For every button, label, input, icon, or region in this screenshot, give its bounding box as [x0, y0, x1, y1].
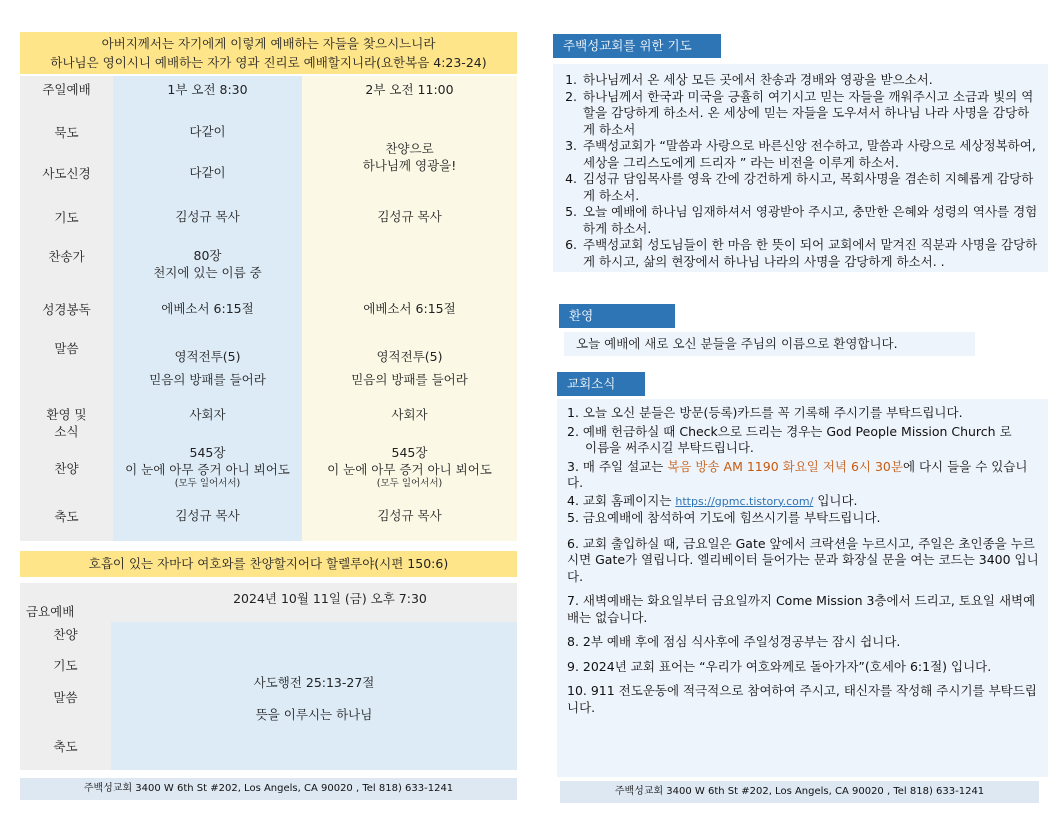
friday-sermon-title: 뜻을 이루시는 하나님: [255, 707, 373, 722]
hymn-s1: [113, 247, 302, 281]
prayer-item: 1. 하나님께서 온 세상 모든 곳에서 찬송과 경배와 영광을 받으소서.: [581, 72, 1038, 89]
news-item-3: [567, 459, 1040, 492]
praise-s2-title: 이 눈에 아무 증거 아니 뵈어도: [327, 462, 492, 477]
news-section-title: 교회소식: [557, 372, 645, 396]
prayer-list: [563, 72, 1038, 270]
top-verse-line2: 하나님은 영이시니 예배하는 자가 영과 진리로 예배할지니라(요한복음 4:23-24): [50, 55, 487, 70]
praise-s1-note: (모두 일어서서): [174, 478, 241, 489]
scripture-s2: 에베소서 6:15절: [363, 301, 456, 316]
service1-header: 1부 오전 8:30: [167, 82, 248, 97]
silent-prayer-s1: 다같이: [189, 124, 226, 139]
welcome-news-label: [20, 406, 113, 440]
hymn-s1-title: 천지에 있는 이름 중: [153, 265, 262, 280]
friday-content-box: [111, 622, 517, 770]
news-item-1: 1. 오늘 오신 분들은 방문(등록)카드를 꼭 기록해 주시기를 부탁드립니다.: [567, 405, 963, 420]
hymn-s1-number: 80장: [193, 248, 222, 263]
top-verse-line1: 아버지께서는 자기에게 이렇게 예배하는 자들을 찾으시느니라: [101, 36, 436, 51]
right-footer-address: 주백성교회 3400 W 6th St #202, Los Angels, CA 90020 , Tel 818) 633-1241: [560, 781, 1039, 803]
praise-s2: [302, 444, 517, 490]
welcome-section-title: 환영: [559, 304, 675, 328]
top-verse-banner: [20, 32, 517, 74]
prayer-label: 기도: [54, 210, 79, 225]
benediction-s1: 김성규 목사: [175, 508, 240, 523]
left-footer-address: 주백성교회 3400 W 6th St #202, Los Angels, CA 90020 , Tel 818) 633-1241: [20, 778, 517, 800]
news-item-8: 8. 2부 예배 후에 점심 식사후에 주일성경공부는 잠시 쉽니다.: [567, 634, 901, 649]
service2-praise: [302, 140, 517, 174]
hymn-label: 찬송가: [48, 249, 85, 264]
homepage-link[interactable]: https://gpmc.tistory.com/: [675, 494, 814, 508]
news-item-10: 10. 911 전도운동에 적극적으로 참여하여 주시고, 태신자를 작성해 주시기를 부탁드립니다.: [567, 683, 1037, 715]
sermon-s2-series: 영적전투(5): [376, 349, 443, 364]
prayer-section-title: 주백성교회를 위한 기도: [553, 34, 721, 58]
scripture-label: 성경봉독: [42, 302, 91, 317]
praise-s2-number: 545장: [391, 445, 428, 460]
news-item-9: 9. 2024년 교회 표어는 “우리가 여호와께로 돌아가자”(호세아 6:1절) 입니다.: [567, 658, 992, 674]
news-item-4: [567, 493, 1040, 511]
sermon-s2-title: 믿음의 방패를 들어라: [351, 372, 468, 387]
praise-s1-number: 545장: [189, 445, 226, 460]
prayer-item: 6. 주백성교회 성도님들이 한 마음 한 뜻이 되어 교회에서 맡겨진 직분과 사명을 감당하게 하시고, 삶의 현장에서 하나님 나라의 사명을 감당하게 하소서. .: [581, 237, 1038, 270]
news-item-5: 5. 금요예배에 참석하여 기도에 힘쓰시기를 부탁드립니다.: [567, 510, 881, 525]
news-item-4-pre: 4. 교회 홈페이지는: [567, 492, 676, 508]
news-item-4-post: 입니다.: [813, 492, 858, 508]
psalm-banner: 호흡이 있는 자마다 여호와를 찬양할지어다 할렐루야(시편 150:6): [20, 551, 517, 577]
praise-label: 찬양: [54, 461, 79, 476]
friday-row-benediction: 축도: [53, 739, 78, 754]
service2-praise-line1: 찬양으로: [385, 141, 434, 156]
benediction-s2: 김성규 목사: [377, 508, 442, 523]
sermon-s1-title: 믿음의 방패를 들어라: [149, 372, 266, 387]
silent-prayer-label: 묵도: [54, 125, 79, 140]
praise-s1-title: 이 눈에 아무 증거 아니 뵈어도: [125, 462, 290, 477]
friday-date: 2024년 10월 11일 (금) 오후 7:30: [233, 591, 427, 606]
news-item-6: 6. 교회 출입하실 때, 금요일은 Gate 앞에서 크락션을 누르시고, 주일은 초인종을 누르시면 Gate가 열립니다. 엘리베이터 들어가는 문과 화장실 문을 여는 코드는 3400 입니다.: [567, 535, 1039, 584]
praise-s1: [113, 444, 302, 490]
prayer-s1: 김성규 목사: [175, 209, 240, 224]
prayer-item: 3. 주백성교회가 “말씀과 사랑으로 바른신앙 전수하고, 말씀과 사랑으로 세상정복하여, 세상을 그리스도에게 드리자 ” 라는 비전을 이루게 하소서.: [581, 138, 1038, 171]
friday-row-praise: 찬양: [53, 627, 78, 642]
prayer-item: 2. 하나님께서 한국과 미국을 긍휼히 여기시고 믿는 자들을 깨워주시고 소금과 빛의 역할을 감당하게 하소서. 온 세상에 믿는 자들을 도우셔서 하나님 나라 사명을 감당하게 하소서: [581, 89, 1038, 139]
news-item-2-cont: 이름을 써주시길 부탁드립니다.: [585, 440, 754, 455]
news-item-7: 7. 새벽예배는 화요일부터 금요일까지 Come Mission 3층에서 드리고, 토요일 새벽예배는 없습니다.: [567, 593, 1036, 625]
creed-label: 사도신경: [42, 166, 91, 181]
sermon-s2: [302, 345, 517, 391]
sermon-s1: [113, 345, 302, 391]
news-item-3-pre: 3. 매 주일 설교는: [567, 458, 668, 474]
sunday-service-label: 주일예배: [42, 82, 91, 97]
friday-passage: 사도행전 25:13-27절: [253, 675, 375, 690]
service2-header: 2부 오전 11:00: [365, 82, 454, 97]
welcome-news-label-line1: 환영 및: [46, 407, 87, 422]
sermon-label: 말씀: [54, 341, 79, 356]
sermon-s1-series: 영적전투(5): [174, 349, 241, 364]
service2-praise-line2: 하나님께 영광을!: [362, 158, 457, 173]
scripture-s1: 에베소서 6:15절: [161, 301, 254, 316]
welcome-section-text: 오늘 예배에 새로 오신 분들을 주님의 이름으로 환영합니다.: [564, 332, 975, 356]
prayer-section-panel: [553, 64, 1048, 272]
benediction-label: 축도: [54, 509, 79, 524]
welcome-news-s2: 사회자: [391, 407, 428, 422]
welcome-news-s1: 사회자: [189, 407, 226, 422]
prayer-item: 4. 김성규 담임목사를 영육 간에 강건하게 하시고, 목회사명을 겸손히 지혜롭게 감당하게 하소서.: [581, 171, 1038, 204]
friday-service-label: 금요예배: [26, 604, 75, 619]
prayer-item: 5. 오늘 예배에 하나님 임재하셔서 영광받아 주시고, 충만한 은혜와 성령의 역사를 경험하게 하소서.: [581, 204, 1038, 237]
prayer-s2: 김성규 목사: [377, 209, 442, 224]
friday-row-prayer: 기도: [53, 658, 78, 673]
sermon-broadcast-highlight: 복음 방송 AM 1190 화요일 저녁 6시 30분: [667, 458, 903, 474]
news-section-panel: [557, 399, 1048, 777]
friday-row-sermon: 말씀: [53, 690, 78, 705]
praise-s2-note: (모두 일어서서): [376, 478, 443, 489]
news-item-2: 2. 예배 헌금하실 때 Check으로 드리는 경우는 God People Mission Church 로: [567, 423, 1012, 439]
news-item-3-post: 에 다시 들을 수 있습니다.: [567, 458, 1028, 490]
welcome-news-label-line2: 소식: [54, 424, 79, 439]
creed-s1: 다같이: [189, 165, 226, 180]
